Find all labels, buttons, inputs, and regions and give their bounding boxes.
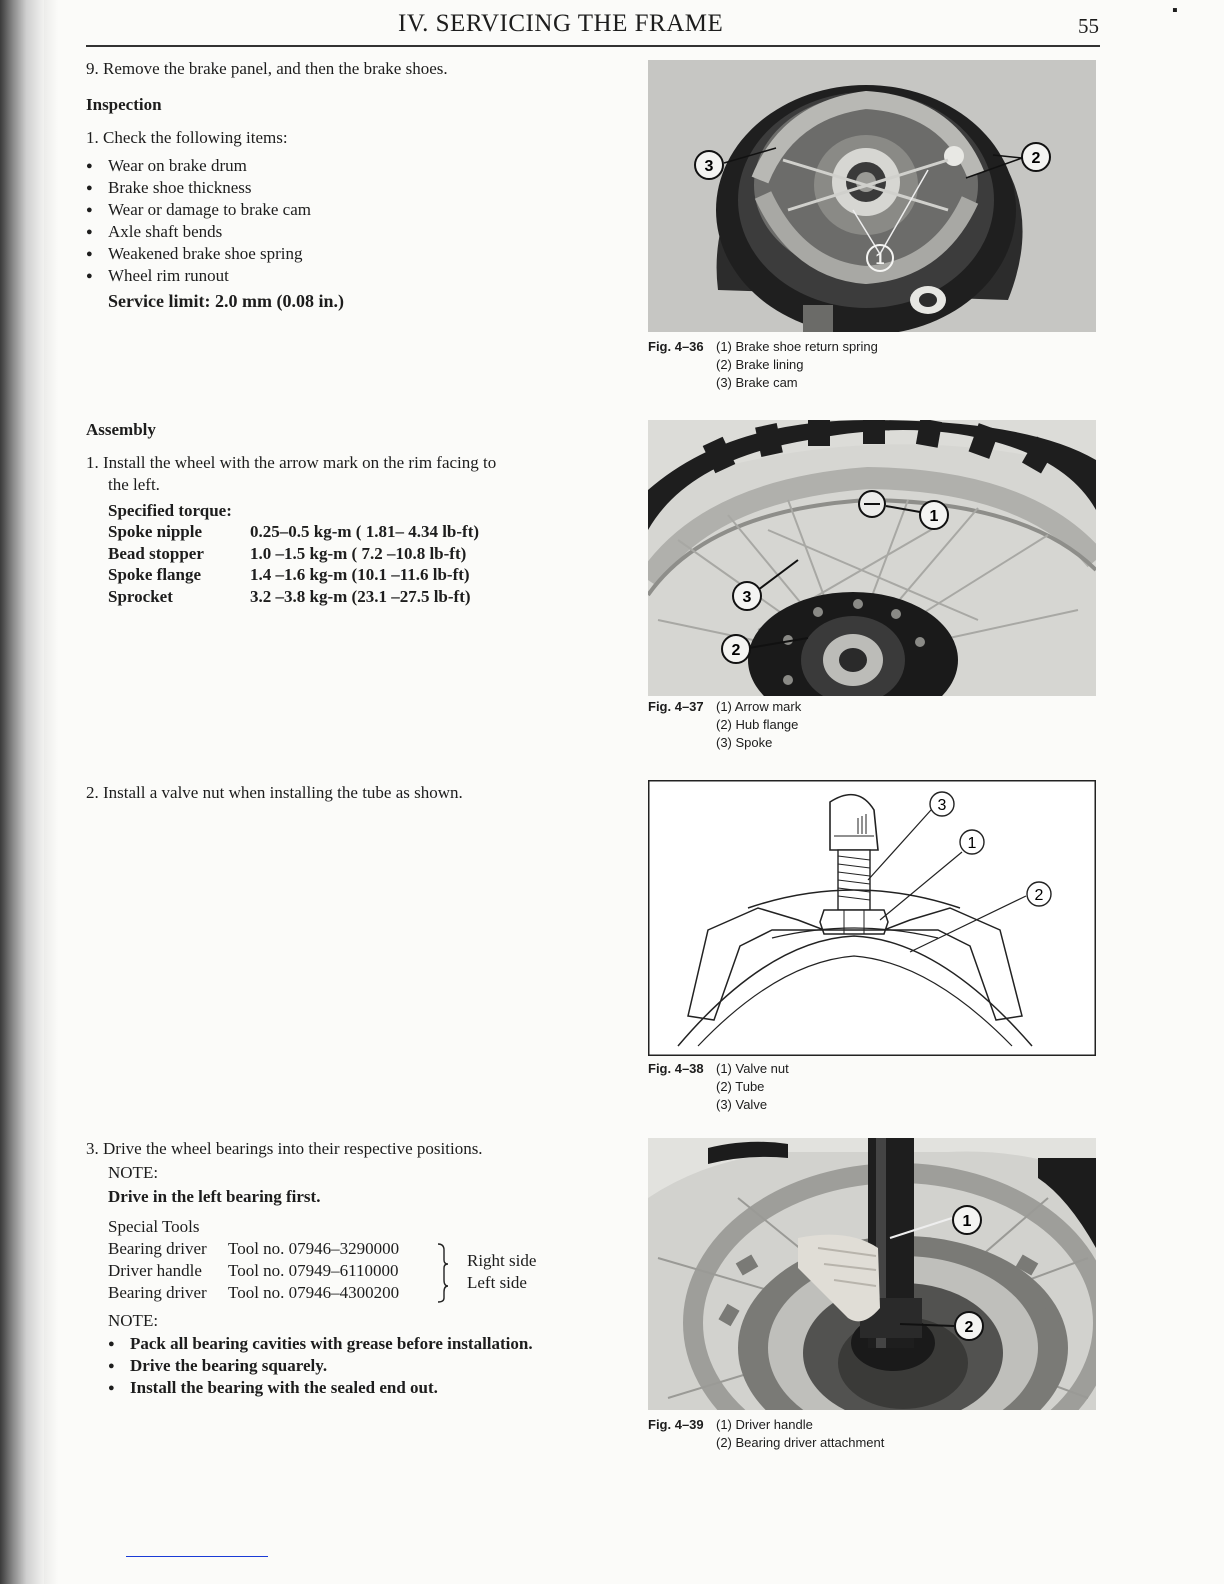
page-number: 55: [1078, 14, 1099, 38]
service-limit-value: 2.0 mm (0.08 in.): [214, 291, 344, 311]
figure-4-39-photo: [648, 1138, 1096, 1410]
list-item: ● Wear or damage to brake cam: [84, 199, 311, 221]
callout-3: 3: [704, 158, 714, 175]
tools-table: [108, 1238, 399, 1304]
caption-item: (2) Hub flange: [716, 717, 799, 732]
figure-label: Fig. 4–36: [648, 339, 704, 354]
right-side-label: Right side: [467, 1251, 537, 1270]
page-binding-fade: [44, 0, 58, 1584]
list-item: ● Weakened brake shoe spring: [84, 243, 311, 265]
footnote-rule: [126, 1556, 268, 1557]
figure-4-37-photo: [648, 420, 1096, 696]
corner-mark: ▪: [1172, 2, 1178, 19]
table-row: [108, 1260, 399, 1282]
figure-4-39-caption: [648, 1416, 884, 1452]
page-header-title: IV. SERVICING THE FRAME: [398, 10, 724, 37]
caption-item: (3) Spoke: [716, 735, 773, 750]
caption-item: (2) Bearing driver attachment: [716, 1435, 885, 1450]
torque-table: [108, 521, 479, 607]
list-item: ● Install the bearing with the sealed end out.: [106, 1377, 533, 1399]
list-item: ● Axle shaft bends: [84, 221, 311, 243]
header-rule: [86, 45, 1100, 47]
caption-item: (2) Tube: [716, 1079, 765, 1094]
callout-2: 2: [731, 642, 741, 659]
tool-name: Bearing driver: [108, 1239, 207, 1258]
note-label: NOTE:: [108, 1163, 159, 1182]
table-row: [108, 1282, 399, 1304]
callout-3: 3: [937, 797, 947, 814]
callout-1: 1: [967, 835, 977, 852]
tool-name: Driver handle: [108, 1261, 202, 1280]
list-item: ● Wheel rim runout: [84, 265, 311, 287]
figure-4-36-caption: [648, 338, 878, 392]
callout-2: 2: [964, 1319, 974, 1336]
assembly-heading: Assembly: [86, 420, 156, 439]
callout-1: 1: [929, 508, 939, 525]
tool-number: Tool no. 07949–6110000: [228, 1261, 399, 1280]
step-9-text: 9. Remove the brake panel, and then the brake shoes.: [86, 59, 448, 78]
callout-2: 2: [1031, 150, 1041, 167]
list-item: ● Brake shoe thickness: [84, 177, 311, 199]
figure-label: Fig. 4–39: [648, 1417, 704, 1432]
torque-name: Spoke flange: [108, 565, 202, 584]
note-2-list: [106, 1333, 533, 1399]
inspection-list: [84, 155, 311, 287]
assembly-step-1-line-2: the left.: [108, 475, 160, 494]
torque-name: Spoke nipple: [108, 522, 203, 541]
caption-item: (1) Brake shoe return spring: [716, 339, 878, 354]
caption-item: (3) Valve: [716, 1097, 768, 1112]
figure-4-37-caption: [648, 698, 801, 752]
torque-name: Bead stopper: [108, 543, 204, 563]
list-item: ● Pack all bearing cavities with grease before installation.: [106, 1333, 533, 1355]
service-limit: [108, 290, 344, 312]
note-2-label: NOTE:: [108, 1311, 159, 1330]
callout-3: 3: [742, 589, 752, 606]
note-text: Drive in the left bearing first.: [108, 1187, 321, 1206]
torque-value: 1.4 –1.6 kg-m (10.1 –11.6 lb-ft): [250, 565, 470, 584]
service-limit-label: Service limit:: [108, 291, 211, 311]
table-row: [108, 543, 479, 565]
caption-item: (2) Brake lining: [716, 357, 804, 372]
table-row: [108, 521, 479, 543]
torque-value: 0.25–0.5 kg-m ( 1.81– 4.34 lb-ft): [250, 522, 480, 541]
tool-name: Bearing driver: [108, 1283, 207, 1302]
callout-2: 2: [1034, 887, 1044, 904]
callout-1: 1: [962, 1213, 972, 1230]
caption-item: (1) Valve nut: [716, 1061, 789, 1076]
assembly-step-3: 3. Drive the wheel bearings into their respective positions.: [86, 1139, 483, 1158]
tools-bracket: [436, 1240, 452, 1304]
page-binding-shadow: [0, 0, 44, 1584]
torque-heading: Specified torque:: [108, 501, 232, 520]
tool-number: Tool no. 07946–4300200: [228, 1283, 400, 1302]
assembly-step-1-line-1: 1. Install the wheel with the arrow mark on the rim facing to: [86, 453, 497, 472]
list-item: ● Wear on brake drum: [84, 155, 311, 177]
figure-label: Fig. 4–37: [648, 699, 704, 714]
list-item: ● Drive the bearing squarely.: [106, 1355, 533, 1377]
tool-number: Tool no. 07946–3290000: [228, 1239, 400, 1258]
figure-label: Fig. 4–38: [648, 1061, 704, 1076]
assembly-step-2: 2. Install a valve nut when installing the tube as shown.: [86, 783, 463, 802]
special-tools-heading: Special Tools: [108, 1217, 200, 1236]
figure-4-36-photo: [648, 60, 1096, 332]
left-side-label: Left side: [467, 1273, 527, 1292]
figure-4-38-caption: [648, 1060, 789, 1114]
table-row: [108, 586, 479, 608]
caption-item: (3) Brake cam: [716, 375, 798, 390]
caption-item: (1) Arrow mark: [716, 699, 802, 714]
inspection-step-1: 1. Check the following items:: [86, 128, 288, 147]
inspection-heading: Inspection: [86, 95, 162, 114]
callout-1: 1: [875, 251, 885, 268]
torque-name: Sprocket: [108, 586, 173, 606]
torque-value: 3.2 –3.8 kg-m (23.1 –27.5 lb-ft): [250, 586, 471, 606]
table-row: [108, 1238, 399, 1260]
torque-value: 1.0 –1.5 kg-m ( 7.2 –10.8 lb-ft): [250, 543, 467, 563]
caption-item: (1) Driver handle: [716, 1417, 813, 1432]
table-row: [108, 564, 479, 586]
figure-4-38-diagram: [648, 780, 1096, 1056]
